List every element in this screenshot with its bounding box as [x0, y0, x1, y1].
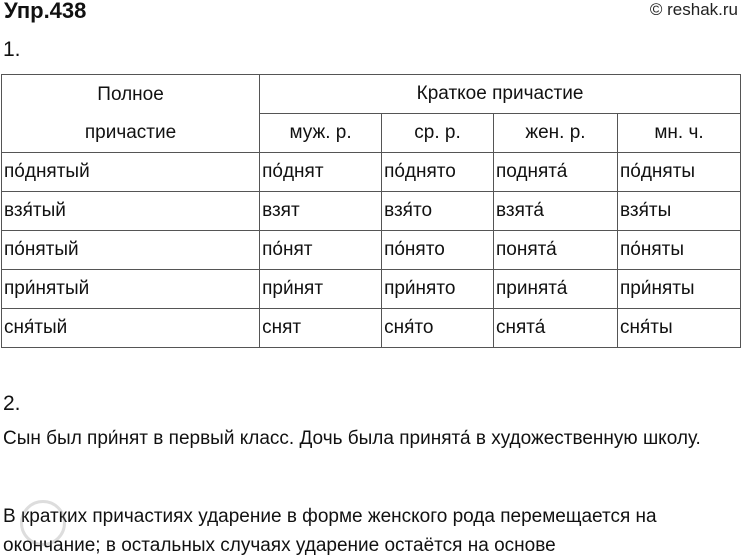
header-full-line2: причастие — [84, 121, 177, 143]
cell-feminine: понята́ — [493, 231, 617, 270]
table-row — [2, 231, 741, 270]
cell-neuter: по́нято — [382, 231, 494, 270]
header-short-participle: Краткое причастие — [260, 75, 741, 114]
cell-full: по́днятый — [2, 153, 260, 192]
watermark-logo-icon — [20, 500, 66, 546]
table-row — [2, 270, 741, 309]
table-header-row — [2, 75, 741, 114]
participles-table — [1, 74, 741, 348]
header-full-participle — [2, 75, 260, 153]
section-number-1: 1. — [3, 38, 21, 61]
section-number-2: 2. — [3, 392, 21, 415]
cell-feminine: поднята́ — [493, 153, 617, 192]
header-full-line1: Полное — [97, 83, 164, 105]
subheader-plural: мн. ч. — [617, 114, 740, 153]
cell-neuter: сня́то — [382, 309, 494, 348]
table-row — [2, 153, 741, 192]
cell-feminine: снята́ — [493, 309, 617, 348]
cell-plural: по́дняты — [617, 153, 740, 192]
cell-plural: при́няты — [617, 270, 740, 309]
exercise-title: Упр.438 — [4, 0, 87, 23]
cell-full: при́нятый — [2, 270, 260, 309]
cell-masculine: по́нят — [260, 231, 382, 270]
subheader-masculine: муж. р. — [260, 114, 382, 153]
cell-plural: сня́ты — [617, 309, 740, 348]
cell-neuter: взя́то — [382, 192, 494, 231]
rule-paragraph: В кратких причастиях ударение в форме женского рода перемещается на окончание; в остальных случаях ударение остаётся на основе — [3, 506, 657, 556]
cell-feminine: принята́ — [493, 270, 617, 309]
cell-full: сня́тый — [2, 309, 260, 348]
table-row — [2, 192, 741, 231]
cell-masculine: по́днят — [260, 153, 382, 192]
cell-full: по́нятый — [2, 231, 260, 270]
cell-feminine: взята́ — [493, 192, 617, 231]
site-copyright: © reshak.ru — [649, 0, 738, 19]
cell-plural: по́няты — [617, 231, 740, 270]
cell-neuter: по́днято — [382, 153, 494, 192]
cell-masculine: снят — [260, 309, 382, 348]
cell-neuter: при́нято — [382, 270, 494, 309]
subheader-neuter: ср. р. — [382, 114, 494, 153]
page-header — [2, 0, 740, 22]
cell-plural: взя́ты — [617, 192, 740, 231]
cell-masculine: взят — [260, 192, 382, 231]
cell-masculine: при́нят — [260, 270, 382, 309]
table-row — [2, 309, 741, 348]
subheader-feminine: жен. р. — [493, 114, 617, 153]
example-sentences: Сын был при́нят в первый класс. Дочь была принята́ в художественную школу. — [3, 428, 701, 449]
cell-full: взя́тый — [2, 192, 260, 231]
